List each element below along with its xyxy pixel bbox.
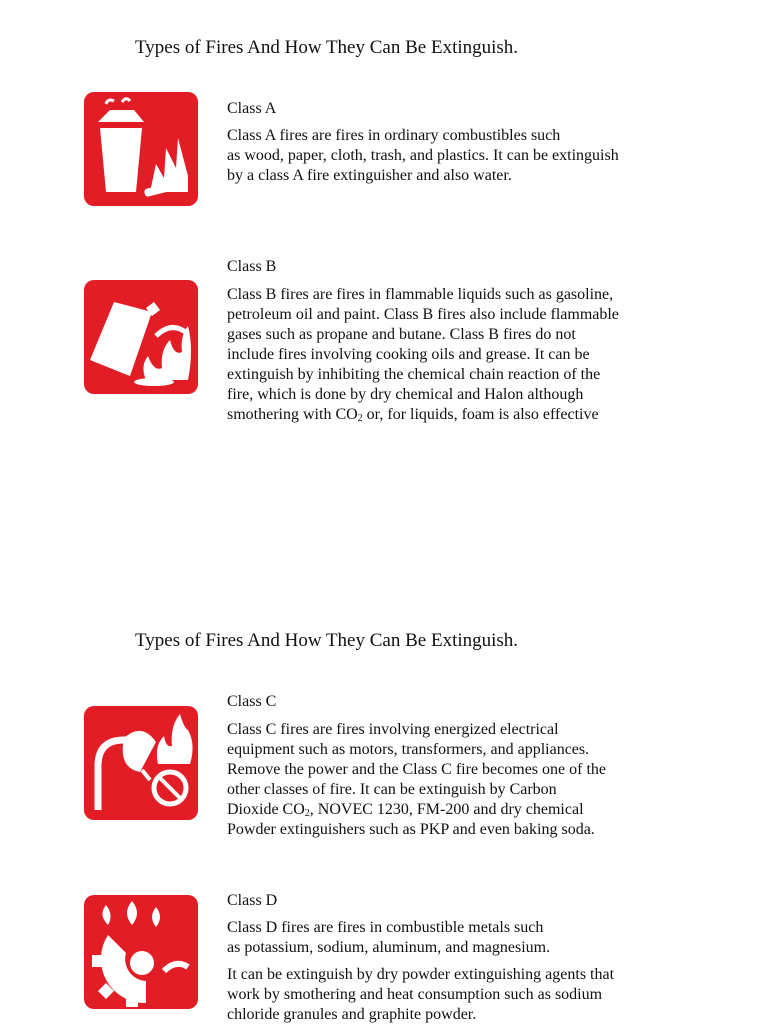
text-line: chloride granules and graphite powder. [227,1006,477,1023]
text-segment: or, for liquids, foam is also effective [362,406,599,423]
text-line: It can be extinguish by dry powder extinguishing agents that [227,966,615,983]
text-line: equipment such as motors, transformers, and appliances. [227,741,590,758]
text-line: other classes of fire. It can be extinguish by Carbon [227,781,557,798]
text-line [227,800,677,820]
text-line: petroleum oil and paint. Class B fires also include flammable [227,306,619,323]
text-line: gases such as propane and butane. Class B fires do not [227,326,576,343]
text-line: Powder extinguishers such as PKP and even baking soda. [227,821,595,838]
class-a-description [227,126,677,186]
class-d-extinguish-description [227,965,677,1025]
class-b-description [227,285,677,425]
text-segment: smothering with CO [227,406,358,423]
class-b-title: Class B [227,258,277,275]
class-c-description [227,720,677,840]
text-line: Class C fires are fires involving energized electrical [227,721,559,738]
subscript: 2 [357,413,363,424]
text-line: work by smothering and heat consumption such as sodium [227,986,603,1003]
text-segment: , NOVEC 1230, FM-200 and dry chemical [309,801,584,818]
text-line: as potassium, sodium, aluminum, and magnesium. [227,939,551,956]
text-line: include fires involving cooking oils and grease. It can be [227,346,590,363]
class-b-fire-icon [84,280,198,394]
text-segment: Dioxide CO [227,801,305,818]
class-c-fire-icon [84,706,198,820]
text-line: as wood, paper, cloth, trash, and plastics. It can be extinguish [227,147,619,164]
class-d-description [227,918,677,958]
page-heading: Types of Fires And How They Can Be Extinguish. [135,630,519,651]
subscript: 2 [304,808,310,819]
class-a-title: Class A [227,100,277,117]
page-heading: Types of Fires And How They Can Be Extinguish. [135,37,519,58]
text-line: Class B fires are fires in flammable liquids such as gasoline, [227,286,614,303]
text-line: Class A fires are fires in ordinary combustibles such [227,127,561,144]
text-line [227,405,677,425]
class-c-title: Class C [227,693,277,710]
text-line: fire, which is done by dry chemical and Halon although [227,386,584,403]
class-d-fire-icon [84,895,198,1009]
text-line: Class D fires are fires in combustible metals such [227,919,544,936]
text-line: by a class A fire extinguisher and also water. [227,167,512,184]
class-d-title: Class D [227,892,278,909]
class-a-fire-icon [84,92,198,206]
text-line: Remove the power and the Class C fire becomes one of the [227,761,606,778]
text-line: extinguish by inhibiting the chemical chain reaction of the [227,366,601,383]
